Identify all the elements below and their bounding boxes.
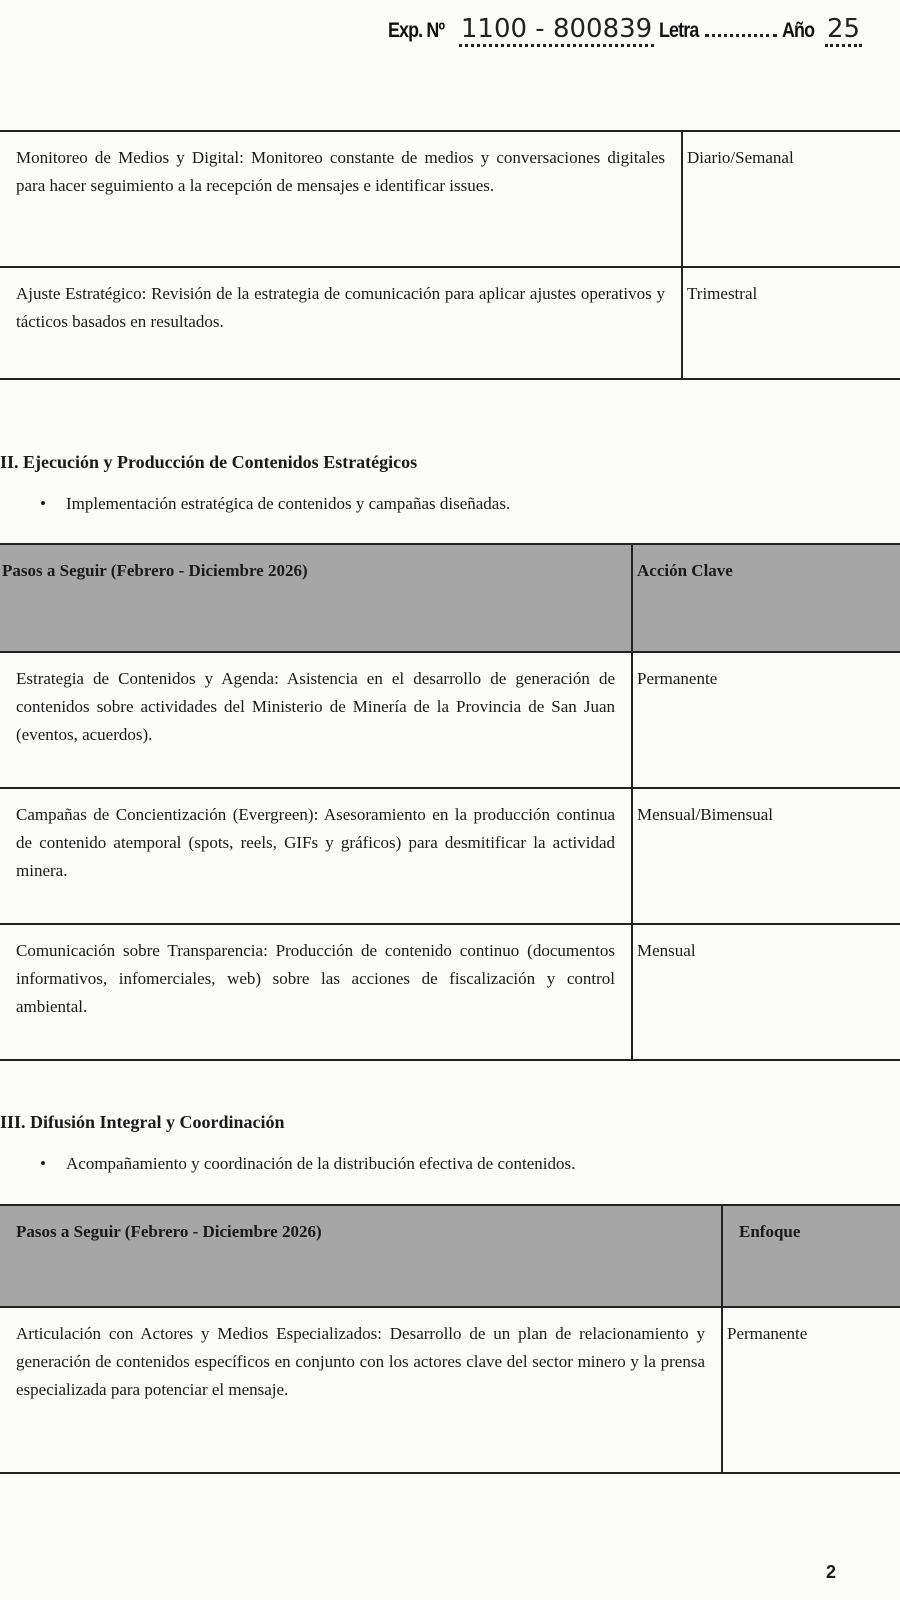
bullet-text: Implementación estratégica de contenidos y campañas diseñadas.	[66, 494, 511, 513]
table-header-row	[0, 544, 900, 652]
column-header-steps: Pasos a Seguir (Febrero - Diciembre 2026)	[0, 544, 632, 652]
table-row	[0, 131, 900, 267]
row-value: Permanente	[632, 652, 900, 788]
bullet-text: Acompañamiento y coordinación de la distribución efectiva de contenidos.	[66, 1154, 576, 1173]
section-3-table	[0, 1204, 900, 1474]
row-description: Estrategia de Contenidos y Agenda: Asistencia en el desarrollo de generación de contenidos sobre actividades del Ministerio de Minería de la Provincia de San Juan (eventos, acuerdos).	[0, 652, 632, 788]
row-frequency: Diario/Semanal	[682, 131, 900, 267]
bullet-icon: •	[40, 494, 46, 513]
row-value: Mensual/Bimensual	[632, 788, 900, 924]
section-3-title: III. Difusión Integral y Coordinación	[0, 1112, 285, 1132]
table-row	[0, 652, 900, 788]
column-header-focus: Enfoque	[722, 1205, 900, 1307]
section-2-title: II. Ejecución y Producción de Contenidos Estratégicos	[0, 452, 418, 472]
anio-label: Año	[782, 19, 815, 42]
bullet-icon: •	[40, 1154, 46, 1173]
table-row	[0, 1307, 900, 1473]
anio-value: 25	[825, 14, 862, 47]
table-header-row	[0, 1205, 900, 1307]
row-value: Permanente	[722, 1307, 900, 1473]
exp-label: Exp. Nº	[388, 19, 445, 42]
letra-field	[705, 34, 777, 37]
expediente-header	[388, 14, 862, 44]
column-header-steps: Pasos a Seguir (Febrero - Diciembre 2026)	[0, 1205, 722, 1307]
exp-number: 1100 - 800839	[459, 14, 654, 47]
row-description: Monitoreo de Medios y Digital: Monitoreo constante de medios y conversaciones digitales para hacer seguimiento a la recepción de mensajes e identificar issues.	[0, 131, 682, 267]
section-3-bullet	[40, 1154, 575, 1174]
table-row	[0, 788, 900, 924]
row-value: Mensual	[632, 924, 900, 1060]
table-row	[0, 924, 900, 1060]
row-description: Comunicación sobre Transparencia: Producción de contenido continuo (documentos informativos, infomerciales, web) sobre las acciones de fiscalización y control ambiental.	[0, 924, 632, 1060]
continuation-table	[0, 130, 900, 380]
row-frequency: Trimestral	[682, 267, 900, 379]
letra-label: Letra	[659, 19, 699, 42]
column-header-key-action: Acción Clave	[632, 544, 900, 652]
page-number: 2	[826, 1562, 837, 1582]
row-description: Articulación con Actores y Medios Especializados: Desarrollo de un plan de relacionamiento y generación de contenidos específicos en conjunto con los actores clave del sector minero y la prensa especializada para potenciar el mensaje.	[0, 1307, 722, 1473]
row-description: Ajuste Estratégico: Revisión de la estrategia de comunicación para aplicar ajustes operativos y tácticos basados en resultados.	[0, 267, 682, 379]
row-description: Campañas de Concientización (Evergreen): Asesoramiento en la producción continua de contenido atemporal (spots, reels, GIFs y gráficos) para desmitificar la actividad minera.	[0, 788, 632, 924]
section-2-bullet	[40, 494, 510, 514]
section-2-table	[0, 543, 900, 1061]
table-row	[0, 267, 900, 379]
